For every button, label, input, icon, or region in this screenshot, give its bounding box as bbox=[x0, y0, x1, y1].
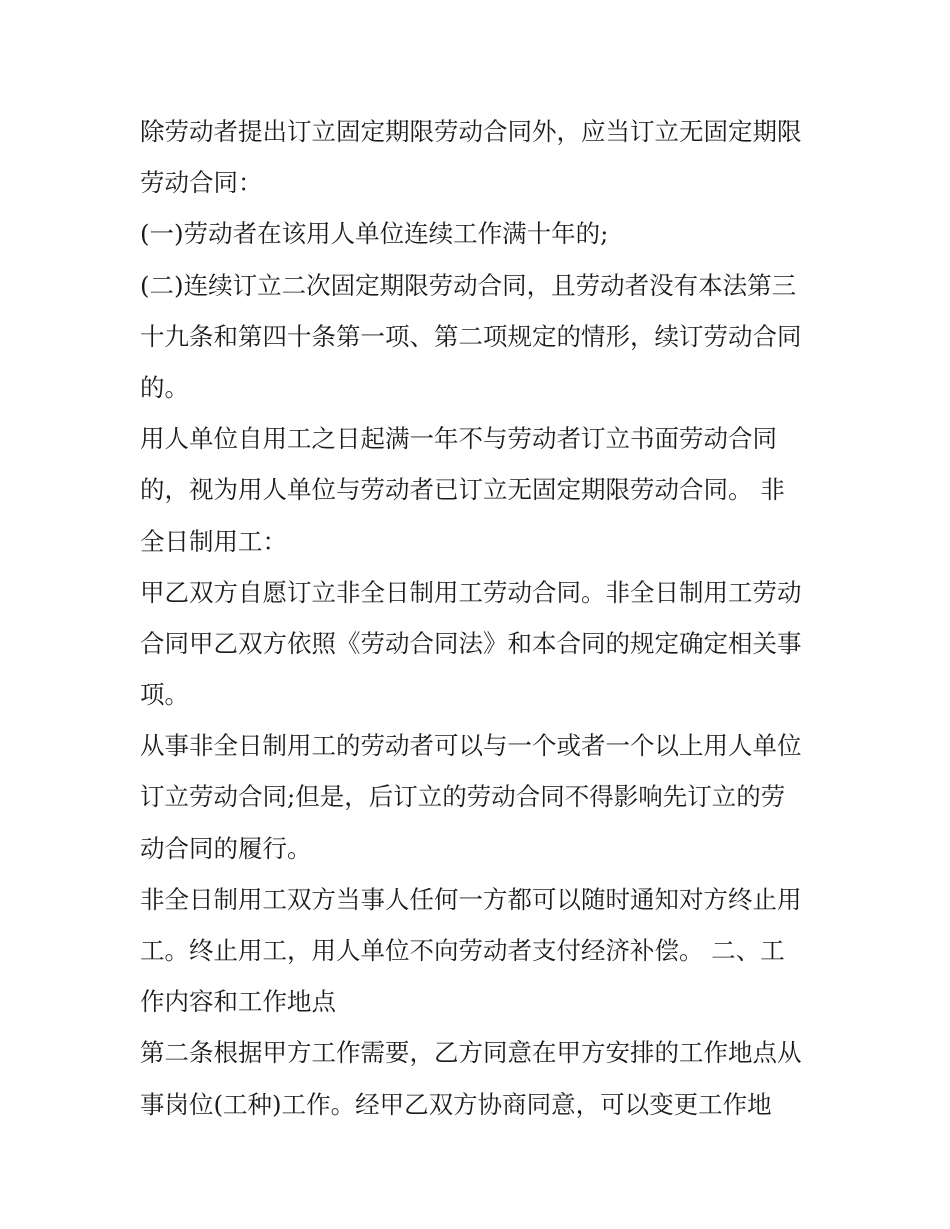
text-line: 甲乙双方自愿订立非全日制用工劳动合同。非全日制用工劳动 bbox=[140, 577, 802, 607]
text-line: 除劳动者提出订立固定期限劳动合同外，应当订立无固定期限 bbox=[140, 117, 802, 146]
text-line: 的，视为用人单位与劳动者已订立无固定期限劳动合同。 非 bbox=[140, 475, 785, 505]
text-line: 用人单位自用工之日起满一年不与劳动者订立书面劳动合同 bbox=[140, 424, 777, 454]
text-line: 作内容和工作地点 bbox=[140, 987, 336, 1017]
text-line: 第二条根据甲方工作需要，乙方同意在甲方安排的工作地点从 bbox=[140, 1038, 802, 1068]
document-body bbox=[140, 106, 820, 1130]
text-line: 非全日制用工双方当事人任何一方都可以随时通知对方终止用 bbox=[140, 884, 802, 914]
text-line: (一)劳动者在该用人单位连续工作满十年的; bbox=[140, 219, 609, 249]
text-line: 工。终止用工，用人单位不向劳动者支付经济补偿。 二、工 bbox=[140, 936, 785, 965]
text-line: 全日制用工： bbox=[140, 526, 287, 556]
text-line: 从事非全日制用工的劳动者可以与一个或者一个以上用人单位 bbox=[140, 731, 802, 761]
text-line: 的。 bbox=[140, 372, 189, 402]
text-line: (二)连续订立二次固定期限劳动合同，且劳动者没有本法第三 bbox=[140, 270, 797, 300]
text-line: 劳动合同： bbox=[140, 168, 263, 198]
text-line: 动合同的履行。 bbox=[140, 833, 312, 863]
text-line: 项。 bbox=[140, 680, 189, 710]
text-line: 十九条和第四十条第一项、第二项规定的情形，续订劳动合同 bbox=[140, 321, 802, 351]
text-line: 事岗位(工种)工作。经甲乙双方协商同意，可以变更工作地 bbox=[140, 1089, 772, 1119]
text-line: 合同甲乙双方依照《劳动合同法》和本合同的规定确定相关事 bbox=[140, 628, 802, 658]
text-line: 订立劳动合同;但是，后订立的劳动合同不得影响先订立的劳 bbox=[140, 782, 786, 812]
